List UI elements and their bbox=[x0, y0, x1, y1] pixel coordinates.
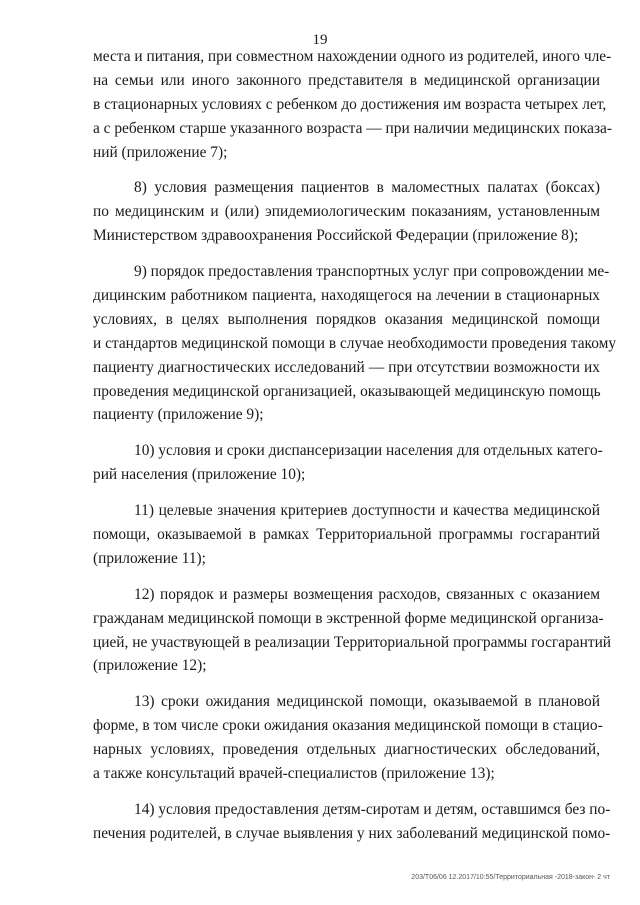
text-line: 9) порядок предоставления транспортных услуг при сопровождении ме- bbox=[134, 263, 610, 281]
text-line: рий населения (приложение 10); bbox=[93, 466, 306, 484]
text-line: цией, не участвующей в реализации Территориальной программы госгарантий bbox=[93, 633, 612, 651]
text-line: 10) условия и сроки диспансеризации населения для отдельных катего- bbox=[134, 442, 603, 460]
text-line: а с ребенком старше указанного возраста — при наличии медицинских показа- bbox=[93, 119, 612, 137]
text-line: (приложение 11); bbox=[93, 549, 206, 567]
text-line: гражданам медицинской помощи в экстренной форме медицинской организа- bbox=[93, 609, 604, 627]
footer-stamp: 203/Т06/06 12.2017/10:55/Территориальная -2018-закон- 2 чт bbox=[411, 874, 610, 881]
text-line: по медицинским и (или) эпидемиологическим показаниям, установленным bbox=[93, 203, 600, 221]
text-line: ний (приложение 7); bbox=[93, 143, 228, 161]
text-line: нарных условиях, проведения отдельных диагностических обследований, bbox=[93, 741, 600, 759]
text-line: а также консультаций врачей-специалистов (приложение 13); bbox=[93, 765, 495, 783]
text-line: Министерством здравоохранения Российской Федерации (приложение 8); bbox=[93, 227, 579, 245]
text-line: (приложение 12); bbox=[93, 657, 207, 675]
text-line: проведения медицинской организацией, оказывающей медицинскую помощь bbox=[93, 382, 601, 400]
text-line: печения родителей, в случае выявления у них заболеваний медицинской помо- bbox=[93, 824, 611, 842]
text-line: в стационарных условиях с ребенком до достижения им возраста четырех лет, bbox=[93, 95, 607, 113]
text-line: на семьи или иного законного представителя в медицинской организации bbox=[93, 71, 600, 89]
page-number: 19 bbox=[312, 32, 328, 48]
body-text bbox=[93, 45, 617, 846]
text-line: пациенту диагностических исследований — при отсутствии возможности их bbox=[93, 358, 600, 376]
text-line: помощи, оказываемой в рамках Территориальной программы госгарантий bbox=[93, 526, 600, 544]
text-line: 14) условия предоставления детям-сиротам и детям, оставшимся без по- bbox=[134, 800, 611, 818]
text-line: форме, в том числе сроки ожидания оказания медицинской помощи в стацио- bbox=[93, 717, 603, 735]
text-line: 12) порядок и размеры возмещения расходов, связанных с оказанием bbox=[134, 585, 600, 603]
text-line: и стандартов медицинской помощи в случае необходимости проведения такому bbox=[93, 334, 617, 352]
text-line: 8) условия размещения пациентов в маломестных палатах (боксах) bbox=[134, 179, 600, 197]
text-line: места и питания, при совместном нахождении одного из родителей, иного чле- bbox=[93, 48, 612, 65]
text-line: дицинским работником пациента, находящегося на лечении в стационарных bbox=[93, 287, 600, 305]
text-line: 13) сроки ожидания медицинской помощи, оказываемой в плановой bbox=[134, 693, 600, 711]
text-line: условиях, в целях выполнения порядков оказания медицинской помощи bbox=[93, 310, 600, 328]
text-line: пациенту (приложение 9); bbox=[93, 406, 264, 424]
text-line: 11) целевые значения критериев доступности и качества медицинской bbox=[134, 502, 600, 520]
